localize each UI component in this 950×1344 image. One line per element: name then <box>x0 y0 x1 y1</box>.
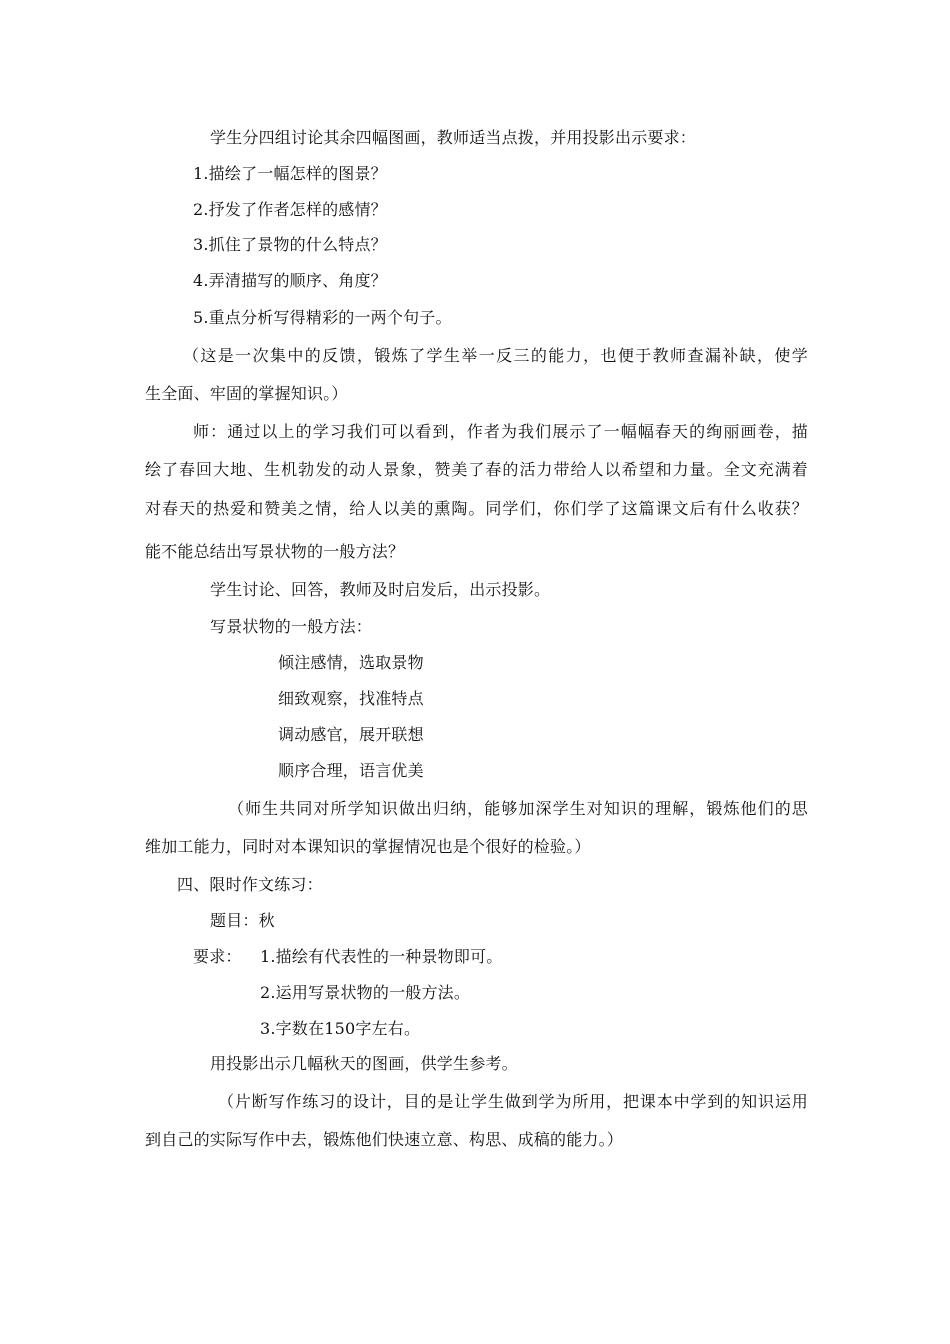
writing-design-note-line-2: 到自己的实际写作中去，锻炼他们快速立意、构思、成稿的能力。） <box>145 1130 624 1149</box>
requirement-item-5: 5.重点分析写得精彩的一两个句子。 <box>193 308 452 327</box>
method-item-1: 倾注感情，选取景物 <box>278 653 424 672</box>
projection-note: 用投影出示几幅秋天的图画，供学生参考。 <box>210 1054 518 1073</box>
feedback-note-line-2: 生全面、牢固的掌握知识。） <box>145 384 348 403</box>
method-item-3: 调动感官，展开联想 <box>278 725 424 744</box>
teacher-summary-line-3: 对春天的热爱和赞美之情，给人以美的熏陶。同学们，你们学了这篇课文后有什么收获？ <box>145 499 808 518</box>
requirement-item-3: 3.抓住了景物的什么特点？ <box>193 235 387 254</box>
summary-note-line-2: 维加工能力，同时对本课知识的掌握情况也是个很好的检验。） <box>145 837 591 856</box>
teacher-summary-line-1: 师：通过以上的学习我们可以看到，作者为我们展示了一幅幅春天的绚丽画卷，描 <box>193 422 808 441</box>
essay-requirement-1: 1.描绘有代表性的一种景物即可。 <box>260 947 503 966</box>
method-item-2: 细致观察，找准特点 <box>278 689 424 708</box>
essay-requirement-3: 3.字数在150字左右。 <box>260 1019 421 1038</box>
student-discussion: 学生讨论、回答，教师及时启发后，出示投影。 <box>210 580 551 599</box>
requirement-item-2: 2.抒发了作者怎样的感情？ <box>193 200 387 219</box>
requirement-item-4: 4.弄清描写的顺序、角度？ <box>193 271 387 290</box>
essay-requirement-2: 2.运用写景状物的一般方法。 <box>260 983 471 1002</box>
feedback-note-line-1: （这是一次集中的反馈，锻炼了学生举一反三的能力，也便于教师查漏补缺，使学 <box>183 346 808 365</box>
summary-note-line-1: （师生共同对所学知识做出归纳，能够加深学生对知识的理解，锻炼他们的思 <box>228 799 808 818</box>
writing-design-note-line-1: （片断写作练习的设计，目的是让学生做到学为所用，把课本中学到的知识运用 <box>218 1092 808 1111</box>
essay-topic: 题目：秋 <box>210 911 275 930</box>
method-heading: 写景状物的一般方法： <box>210 617 373 636</box>
paragraph-group-discussion: 学生分四组讨论其余四幅图画，教师适当点拨，并用投影出示要求： <box>210 128 697 147</box>
requirement-item-1: 1.描绘了一幅怎样的图景？ <box>193 164 387 183</box>
method-item-4: 顺序合理，语言优美 <box>278 761 424 780</box>
section-heading-timed-writing: 四、限时作文练习： <box>177 875 323 894</box>
requirements-label: 要求： <box>193 947 242 966</box>
teacher-summary-line-2: 绘了春回大地、生机勃发的动人景象，赞美了春的活力带给人以希望和力量。全文充满着 <box>145 460 808 479</box>
teacher-summary-line-4: 能不能总结出写景状物的一般方法？ <box>145 542 405 561</box>
